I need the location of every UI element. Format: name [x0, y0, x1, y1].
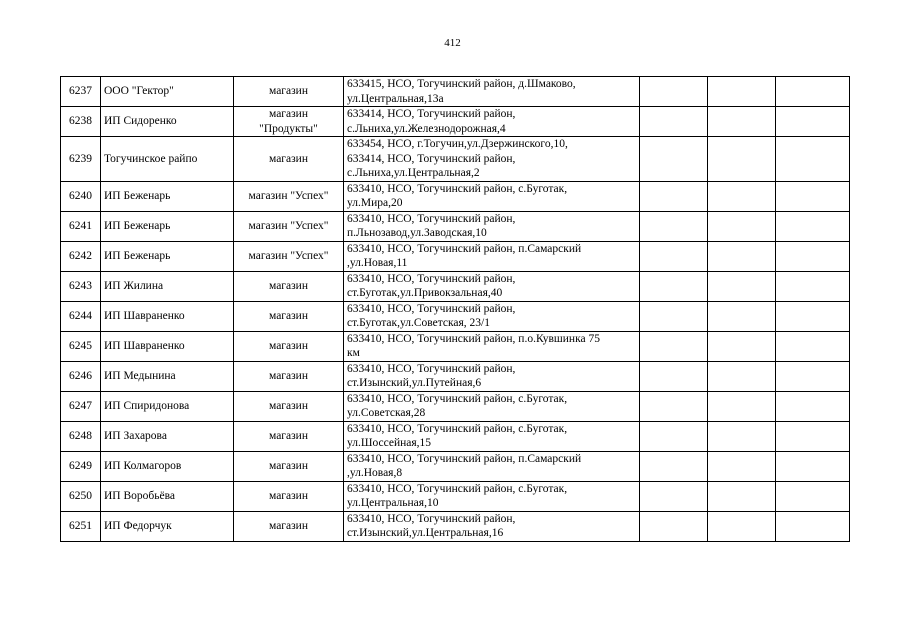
empty-cell — [776, 271, 850, 301]
empty-cell — [776, 481, 850, 511]
object-type-cell: магазин — [234, 451, 344, 481]
object-type-cell: магазин — [234, 481, 344, 511]
empty-cell — [640, 511, 708, 541]
empty-cell — [708, 137, 776, 182]
empty-cell — [708, 211, 776, 241]
empty-cell — [640, 211, 708, 241]
organization-name-cell: ИП Жилина — [101, 271, 234, 301]
organization-name-cell: ООО "Гектор" — [101, 77, 234, 107]
empty-cell — [708, 391, 776, 421]
table-row — [61, 391, 850, 421]
address-cell: 633410, НСО, Тогучинский район, ст.Изынский,ул.Путейная,6 — [344, 361, 640, 391]
address-cell: 633410, НСО, Тогучинский район, п.Самарский ,ул.Новая,8 — [344, 451, 640, 481]
address-cell: 633410, НСО, Тогучинский район, п.Самарский ,ул.Новая,11 — [344, 241, 640, 271]
empty-cell — [708, 77, 776, 107]
address-cell: 633410, НСО, Тогучинский район, п.о.Кувшинка 75 км — [344, 331, 640, 361]
empty-cell — [776, 301, 850, 331]
empty-cell — [776, 511, 850, 541]
organization-name-cell: ИП Беженарь — [101, 241, 234, 271]
address-cell: 633410, НСО, Тогучинский район, ст.Изынский,ул.Центральная,16 — [344, 511, 640, 541]
organization-name-cell: ИП Сидоренко — [101, 107, 234, 137]
empty-cell — [640, 391, 708, 421]
empty-cell — [708, 301, 776, 331]
row-number-cell: 6239 — [61, 137, 101, 182]
empty-cell — [776, 451, 850, 481]
row-number-cell: 6241 — [61, 211, 101, 241]
table-row — [61, 271, 850, 301]
object-type-cell: магазин — [234, 331, 344, 361]
organization-name-cell: ИП Шавраненко — [101, 301, 234, 331]
row-number-cell: 6249 — [61, 451, 101, 481]
row-number-cell: 6250 — [61, 481, 101, 511]
empty-cell — [708, 331, 776, 361]
table-row — [61, 451, 850, 481]
empty-cell — [640, 107, 708, 137]
address-cell: 633410, НСО, Тогучинский район, ст.Буготак,ул.Привокзальная,40 — [344, 271, 640, 301]
organization-name-cell: ИП Беженарь — [101, 181, 234, 211]
empty-cell — [708, 511, 776, 541]
empty-cell — [640, 77, 708, 107]
empty-cell — [640, 301, 708, 331]
row-number-cell: 6237 — [61, 77, 101, 107]
organization-name-cell: ИП Воробьёва — [101, 481, 234, 511]
row-number-cell: 6248 — [61, 421, 101, 451]
empty-cell — [640, 481, 708, 511]
empty-cell — [776, 421, 850, 451]
empty-cell — [640, 271, 708, 301]
table-row — [61, 211, 850, 241]
empty-cell — [776, 107, 850, 137]
address-cell: 633410, НСО, Тогучинский район, с.Буготак, ул.Советская,28 — [344, 391, 640, 421]
empty-cell — [640, 137, 708, 182]
row-number-cell: 6244 — [61, 301, 101, 331]
object-type-cell: магазин — [234, 77, 344, 107]
empty-cell — [708, 361, 776, 391]
organization-name-cell: ИП Медынина — [101, 361, 234, 391]
object-type-cell: магазин "Успех" — [234, 241, 344, 271]
empty-cell — [776, 137, 850, 182]
empty-cell — [640, 361, 708, 391]
organization-name-cell: ИП Спиридонова — [101, 391, 234, 421]
table-row — [61, 421, 850, 451]
address-cell: 633410, НСО, Тогучинский район, п.Льнозавод,ул.Заводская,10 — [344, 211, 640, 241]
empty-cell — [708, 421, 776, 451]
object-type-cell: магазин — [234, 421, 344, 451]
empty-cell — [776, 77, 850, 107]
table-row — [61, 511, 850, 541]
empty-cell — [776, 361, 850, 391]
page-number: 412 — [444, 37, 461, 49]
table-row — [61, 107, 850, 137]
object-type-cell: магазин "Успех" — [234, 181, 344, 211]
empty-cell — [708, 481, 776, 511]
table-body — [61, 77, 850, 542]
object-type-cell: магазин — [234, 361, 344, 391]
table-row — [61, 77, 850, 107]
address-cell: 633415, НСО, Тогучинский район, д.Шмаково, ул.Центральная,13а — [344, 77, 640, 107]
object-type-cell: магазин — [234, 271, 344, 301]
empty-cell — [708, 181, 776, 211]
table-row — [61, 481, 850, 511]
empty-cell — [640, 421, 708, 451]
empty-cell — [776, 181, 850, 211]
organization-name-cell: ИП Беженарь — [101, 211, 234, 241]
table-row — [61, 137, 850, 182]
table-row — [61, 301, 850, 331]
empty-cell — [640, 451, 708, 481]
object-type-cell: магазин "Успех" — [234, 211, 344, 241]
object-type-cell: магазин — [234, 137, 344, 182]
empty-cell — [708, 241, 776, 271]
row-number-cell: 6242 — [61, 241, 101, 271]
table-row — [61, 361, 850, 391]
row-number-cell: 6240 — [61, 181, 101, 211]
empty-cell — [640, 181, 708, 211]
address-cell: 633410, НСО, Тогучинский район, с.Буготак, ул.Мира,20 — [344, 181, 640, 211]
address-cell: 633454, НСО, г.Тогучин,ул.Дзержинского,10, 633414, НСО, Тогучинский район, с.Льниха,ул.Центральная,2 — [344, 137, 640, 182]
row-number-cell: 6247 — [61, 391, 101, 421]
empty-cell — [776, 331, 850, 361]
row-number-cell: 6251 — [61, 511, 101, 541]
row-number-cell: 6246 — [61, 361, 101, 391]
table-row — [61, 241, 850, 271]
empty-cell — [708, 271, 776, 301]
empty-cell — [708, 107, 776, 137]
address-cell: 633410, НСО, Тогучинский район, ст.Буготак,ул.Советская, 23/1 — [344, 301, 640, 331]
object-type-cell: магазин — [234, 511, 344, 541]
organization-name-cell: ИП Федорчук — [101, 511, 234, 541]
address-cell: 633414, НСО, Тогучинский район, с.Льниха,ул.Железнодорожная,4 — [344, 107, 640, 137]
registry-table — [60, 76, 850, 542]
empty-cell — [640, 331, 708, 361]
organization-name-cell: ИП Захарова — [101, 421, 234, 451]
address-cell: 633410, НСО, Тогучинский район, с.Буготак, ул.Шоссейная,15 — [344, 421, 640, 451]
organization-name-cell: ИП Колмагоров — [101, 451, 234, 481]
table-row — [61, 331, 850, 361]
object-type-cell: магазин "Продукты" — [234, 107, 344, 137]
empty-cell — [708, 451, 776, 481]
empty-cell — [640, 241, 708, 271]
object-type-cell: магазин — [234, 391, 344, 421]
empty-cell — [776, 391, 850, 421]
object-type-cell: магазин — [234, 301, 344, 331]
organization-name-cell: ИП Шавраненко — [101, 331, 234, 361]
organization-name-cell: Тогучинское райпо — [101, 137, 234, 182]
table-row — [61, 181, 850, 211]
row-number-cell: 6243 — [61, 271, 101, 301]
address-cell: 633410, НСО, Тогучинский район, с.Буготак, ул.Центральная,10 — [344, 481, 640, 511]
row-number-cell: 6245 — [61, 331, 101, 361]
row-number-cell: 6238 — [61, 107, 101, 137]
empty-cell — [776, 211, 850, 241]
empty-cell — [776, 241, 850, 271]
